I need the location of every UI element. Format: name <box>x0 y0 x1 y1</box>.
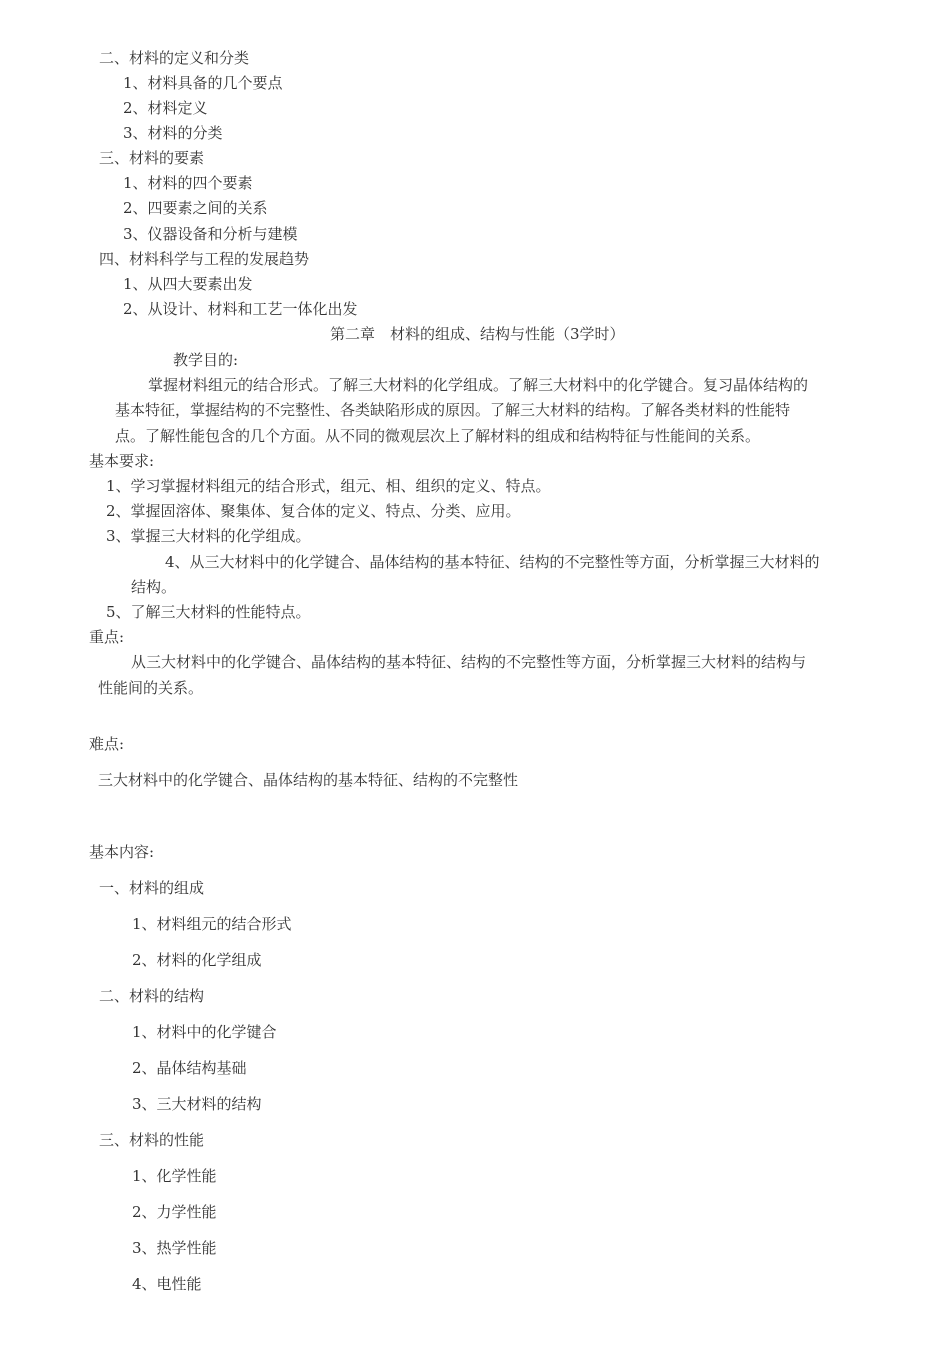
content-section-heading: 一、材料的组成 <box>99 879 205 897</box>
content-subsection: 2、力学性能 <box>132 1203 217 1221</box>
outline-subsection: 1、材料的四个要素 <box>123 174 253 192</box>
difficulties-heading: 难点: <box>89 735 125 753</box>
requirement-item: 5、了解三大材料的性能特点。 <box>106 603 311 621</box>
outline-subsection: 3、材料的分类 <box>123 124 223 142</box>
content-subsection: 4、电性能 <box>132 1275 202 1293</box>
chapter-title: 第二章 材料的组成、结构与性能（3学时） <box>330 325 625 343</box>
outline-section-heading: 二、材料的定义和分类 <box>99 49 250 67</box>
key-points-heading: 重点: <box>89 628 125 646</box>
requirement-item: 4、从三大材料中的化学键合、晶体结构的基本特征、结构的不完整性等方面，分析掌握三大材料的 <box>165 553 820 571</box>
key-points-line: 从三大材料中的化学键合、晶体结构的基本特征、结构的不完整性等方面，分析掌握三大材料的结构与 <box>131 653 807 671</box>
content-heading: 基本内容: <box>89 843 155 861</box>
outline-subsection: 2、从设计、材料和工艺一体化出发 <box>123 300 358 318</box>
objective-line: 掌握材料组元的结合形式。了解三大材料的化学组成。了解三大材料中的化学键合。复习晶体结构的 <box>148 376 809 394</box>
outline-subsection: 2、材料定义 <box>123 99 208 117</box>
objective-line: 点。了解性能包含的几个方面。从不同的微观层次上了解材料的组成和结构特征与性能间的关系。 <box>115 427 761 445</box>
requirement-item-continuation: 结构。 <box>131 578 177 596</box>
requirement-item: 1、学习掌握材料组元的结合形式，组元、相、组织的定义、特点。 <box>106 477 551 495</box>
outline-subsection: 2、四要素之间的关系 <box>123 199 268 217</box>
content-subsection: 2、晶体结构基础 <box>132 1059 247 1077</box>
requirement-item: 2、掌握固溶体、聚集体、复合体的定义、特点、分类、应用。 <box>106 502 521 520</box>
outline-section-heading: 四、材料科学与工程的发展趋势 <box>99 250 310 268</box>
content-section-heading: 二、材料的结构 <box>99 987 205 1005</box>
requirements-heading: 基本要求: <box>89 452 155 470</box>
objective-heading: 教学目的: <box>173 351 239 369</box>
outline-subsection: 1、从四大要素出发 <box>123 275 253 293</box>
outline-subsection: 3、仪器设备和分析与建模 <box>123 225 298 243</box>
outline-subsection: 1、材料具备的几个要点 <box>123 74 283 92</box>
content-subsection: 1、材料中的化学键合 <box>132 1023 277 1041</box>
content-section-heading: 三、材料的性能 <box>99 1131 205 1149</box>
content-subsection: 3、三大材料的结构 <box>132 1095 262 1113</box>
content-subsection: 1、材料组元的结合形式 <box>132 915 292 933</box>
outline-section-heading: 三、材料的要素 <box>99 149 205 167</box>
objective-line: 基本特征，掌握结构的不完整性、各类缺陷形成的原因。了解三大材料的结构。了解各类材料的性能特 <box>115 401 791 419</box>
content-subsection: 1、化学性能 <box>132 1167 217 1185</box>
difficulties-text: 三大材料中的化学键合、晶体结构的基本特征、结构的不完整性 <box>98 771 519 789</box>
content-subsection: 3、热学性能 <box>132 1239 217 1257</box>
requirement-item: 3、掌握三大材料的化学组成。 <box>106 527 311 545</box>
key-points-line: 性能间的关系。 <box>98 679 204 697</box>
content-subsection: 2、材料的化学组成 <box>132 951 262 969</box>
